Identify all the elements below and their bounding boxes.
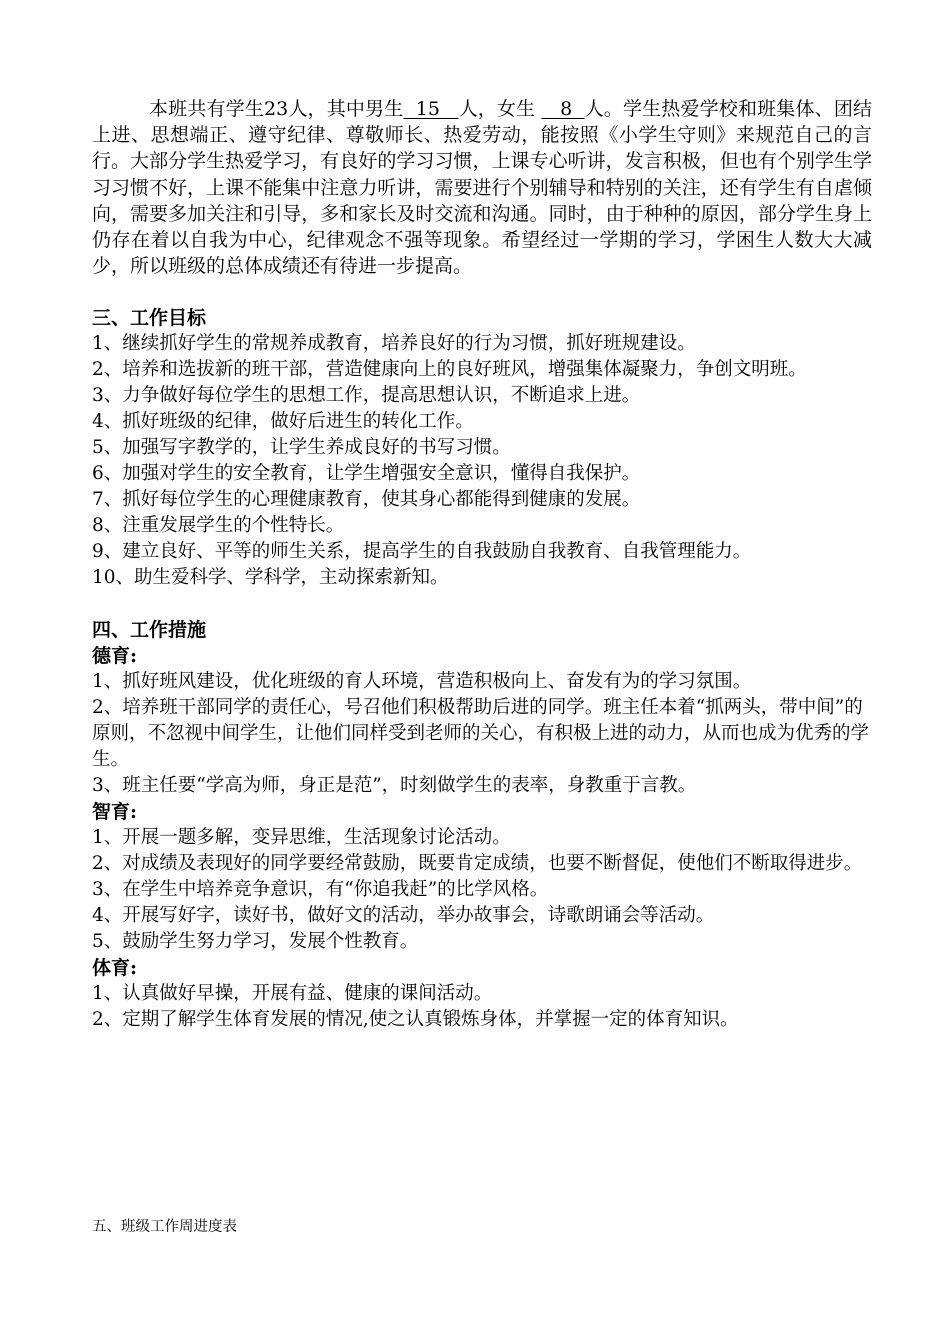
- weekly-schedule-heading: 五、班级工作周进度表: [92, 1219, 237, 1235]
- intellect-item-4: 4、开展写好字，读好书，做好文的活动，举办故事会，诗歌朗诵会等活动。: [92, 905, 715, 927]
- measures-heading: 四、工作措施: [92, 619, 207, 642]
- intellect-item-5: 5、鼓励学生努力学习，发展个性教育。: [92, 931, 419, 953]
- intro-text-2: 人，女生: [458, 98, 542, 120]
- intro-paragraph: [92, 96, 872, 279]
- moral-item-3: 3、班主任要“学高为师，身正是范”，时刻做学生的表率，身教重于言教。: [92, 775, 697, 797]
- sports-heading: 体育:: [92, 957, 138, 980]
- goal-item-1: 1、继续抓好学生的常规养成教育，培养良好的行为习惯，抓好班规建设。: [92, 333, 696, 355]
- goal-item-8: 8、注重发展学生的个性特长。: [92, 515, 345, 537]
- intro-text-3: 人。学生热爱学校和班集体、团结上进、思想端正、遵守纪律、尊敬师长、热爱劳动，能按照《小学生守则》来规范自己的言行。大部分学生热爱学习，有良好的学习习惯，上课专心听讲，发言积极，但也有个别学生学习习惯不好，上课不能集中注意力听讲，需要进行个别辅导和特别的关注，还有学生有自虐倾向，需要多加关注和引导，多和家长及时交流和沟通。同时，由于种种的原因，部分学生身上仍存在着以自我为中心，纪律观念不强等现象。希望经过一学期的学习，学困生人数大大减少，所以班级的总体成绩还有待进一步提高。: [92, 98, 872, 278]
- goal-item-5: 5、加强写字教学的，让学生养成良好的书写习惯。: [92, 437, 511, 459]
- intellect-item-3: 3、在学生中培养竞争意识，有“你追我赶”的比学风格。: [92, 879, 549, 901]
- document-body: [92, 96, 872, 1033]
- goal-item-4: 4、抓好班级的纪律，做好后进生的转化工作。: [92, 411, 474, 433]
- intellect-heading: 智育:: [92, 801, 138, 824]
- goal-item-3: 3、力争做好每位学生的思想工作，提高思想认识，不断追求上进。: [92, 385, 641, 407]
- intro-text-1: 本班共有学生23人，其中男生: [149, 98, 404, 120]
- moral-item-2: 2、培养班干部同学的责任心，号召他们积极帮助后进的同学。班主任本着“抓两头，带中间”的原则，不忽视中间学生，让他们同样受到老师的关心，有积极上进的动力，从而也成为优秀的学生。: [92, 697, 870, 771]
- goal-item-7: 7、抓好每位学生的心理健康教育，使其身心都能得到健康的发展。: [92, 489, 641, 511]
- goal-item-10: 10、助生爱科学、学科学，主动探索新知。: [92, 567, 449, 589]
- boys-count: 15: [403, 98, 459, 120]
- goal-item-9: 9、建立良好、平等的师生关系，提高学生的自我鼓励自我教育、自我管理能力。: [92, 541, 752, 563]
- sports-item-2: 2、定期了解学生体育发展的情况,使之认真锻炼身体，并掌握一定的体育知识。: [92, 1009, 739, 1031]
- goal-item-6: 6、加强对学生的安全教育，让学生增强安全意识，懂得自我保护。: [92, 463, 641, 485]
- moral-item-1: 1、抓好班风建设，优化班级的育人环境，营造积极向上、奋发有为的学习氛围。: [92, 671, 752, 693]
- intellect-item-1: 1、开展一题多解，变异思维，生活现象讨论活动。: [92, 827, 511, 849]
- sports-item-1: 1、认真做好早操，开展有益、健康的课间活动。: [92, 983, 493, 1005]
- goal-item-2: 2、培养和选拔新的班干部，营造健康向上的良好班风，增强集体凝聚力，争创文明班。: [92, 359, 807, 381]
- moral-heading: 德育:: [92, 645, 138, 668]
- intellect-item-2: 2、对成绩及表现好的同学要经常鼓励，既要肯定成绩，也要不断督促，使他们不断取得进步。: [92, 853, 863, 875]
- goals-heading: 三、工作目标: [92, 307, 207, 330]
- girls-count: 8: [541, 98, 585, 120]
